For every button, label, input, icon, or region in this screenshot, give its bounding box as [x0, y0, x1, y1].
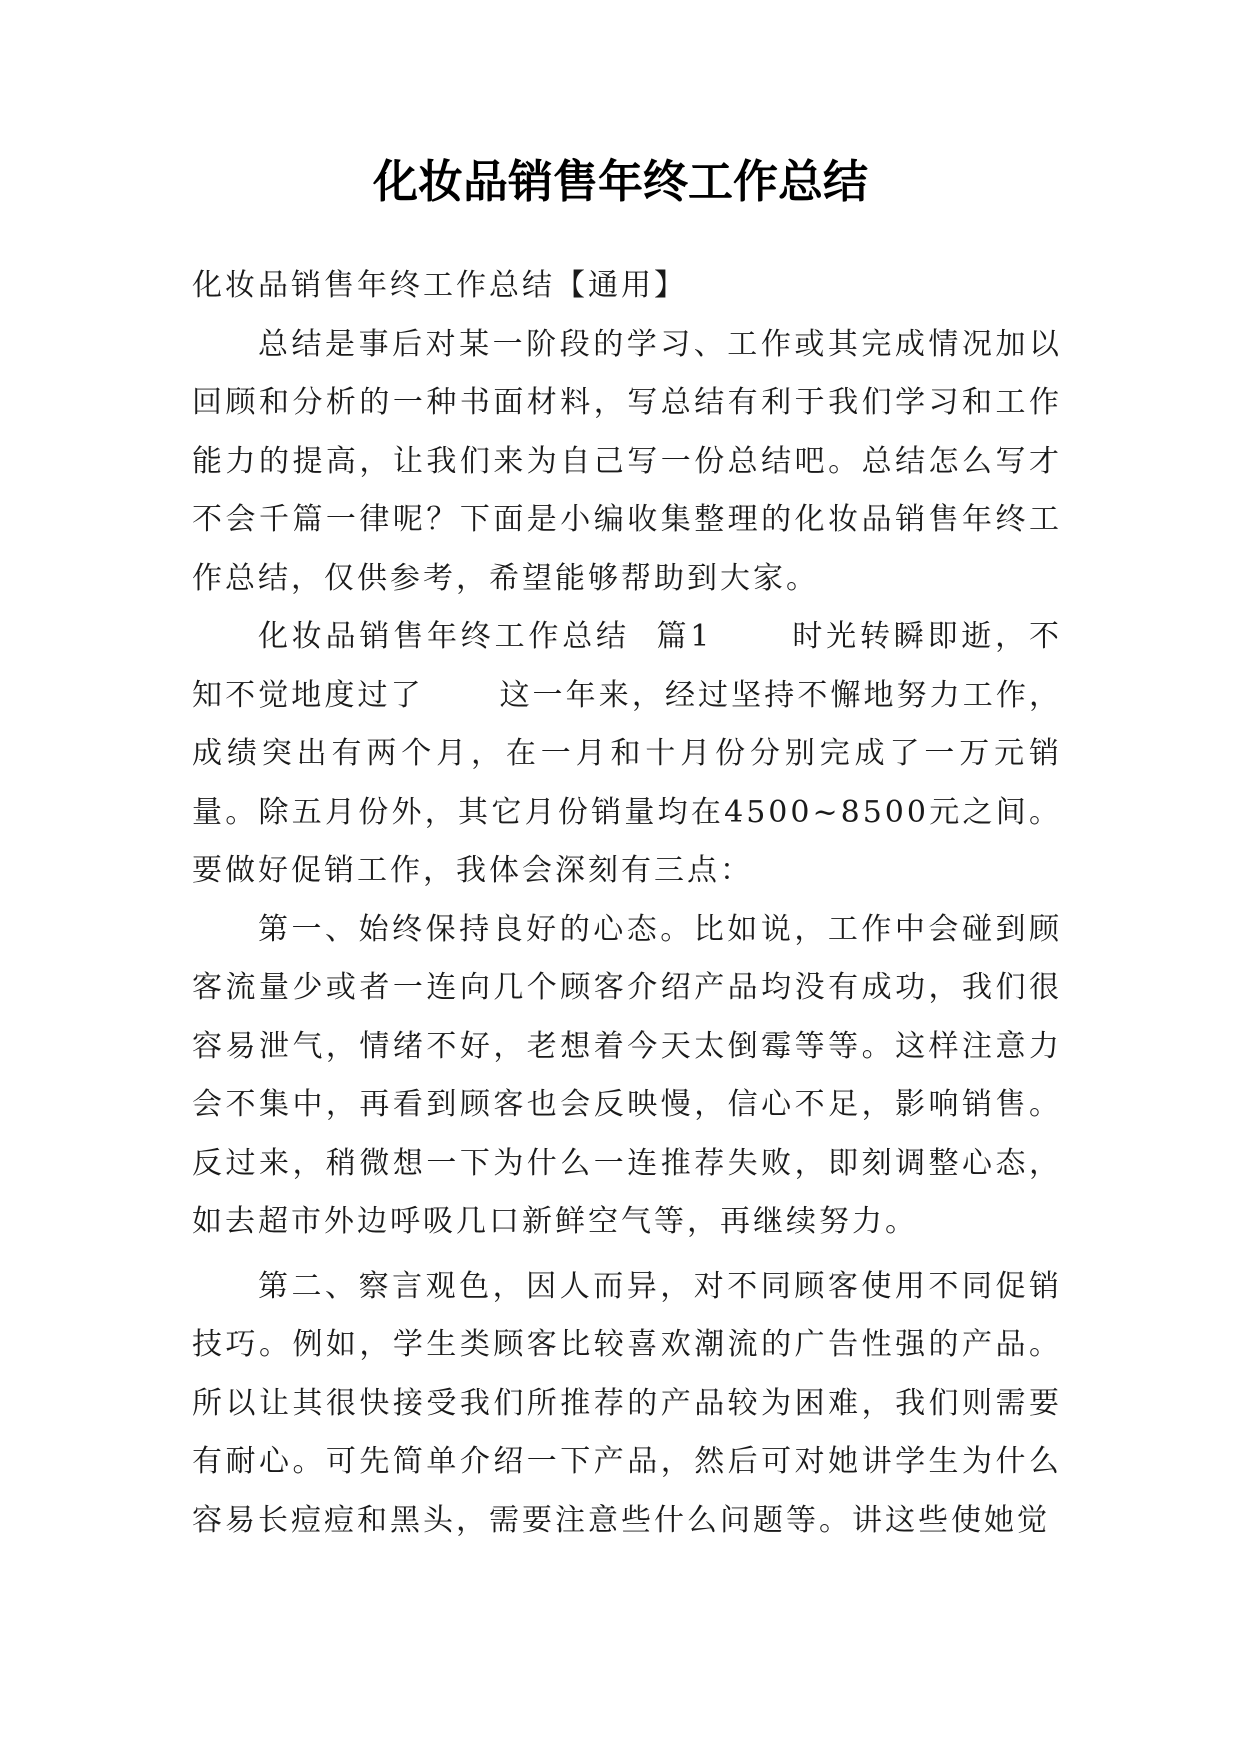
document-title: 化妆品销售年终工作总结 [372, 155, 868, 208]
document-body [192, 257, 1062, 1550]
paragraph-intro: 总结是事后对某一阶段的学习、工作或其完成情况加以回顾和分析的一种书面材料，写总结有利于我们学习和工作能力的提高，让我们来为自己写一份总结吧。总结怎么写才不会千篇一律呢？下面是小编收集整理的化妆品销售年终工作总结，仅供参考，希望能够帮助到大家。 [192, 326, 1062, 596]
paragraph-section-1: 化妆品销售年终工作总结 篇1 时光转瞬即逝，不知不觉地度过了 这一年来，经过坚持不懈地努力工作，成绩突出有两个月，在一月和十月份分别完成了一万元销量。除五月份外，其它月份销量均在4500~8500元之间。要做好促销工作，我体会深刻有三点： [192, 619, 1062, 888]
paragraph-point-2: 第二、察言观色，因人而异，对不同顾客使用不同促销技巧。例如，学生类顾客比较喜欢潮流的广告性强的产品。所以让其很快接受我们所推荐的产品较为困难，我们则需要有耐心。可先简单介绍一下产品，然后可对她讲学生为什么容易长痘痘和黑头，需要注意些什么问题等。讲这些使她觉 [192, 1268, 1062, 1538]
paragraph-point-1: 第一、始终保持良好的心态。比如说，工作中会碰到顾客流量少或者一连向几个顾客介绍产品均没有成功，我们很容易泄气，情绪不好，老想着今天太倒霉等等。这样注意力会不集中，再看到顾客也会反映慢，信心不足，影响销售。反过来，稍微想一下为什么一连推荐失败，即刻调整心态，如去超市外边呼吸几口新鲜空气等，再继续努力。 [192, 911, 1062, 1239]
document-subtitle: 化妆品销售年终工作总结【通用】 [192, 268, 687, 303]
